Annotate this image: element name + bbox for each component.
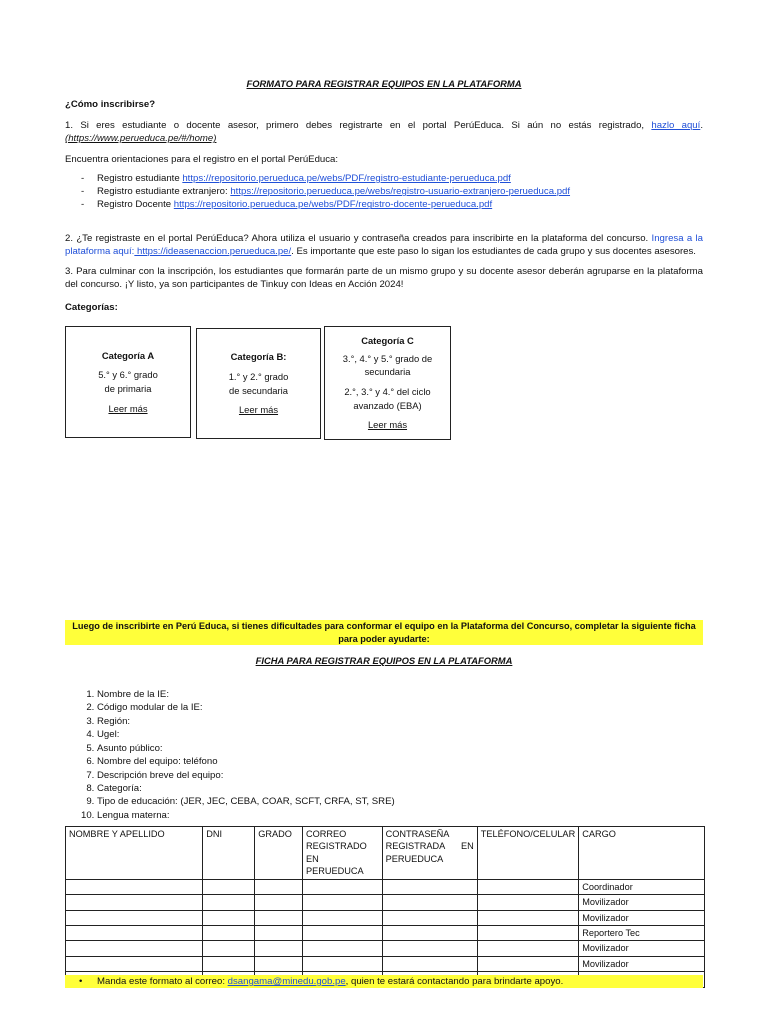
- table-row: [66, 925, 705, 940]
- category-line: de secundaria: [229, 384, 288, 396]
- header-dni: DNI: [203, 827, 255, 880]
- category-line: 3.°, 4.° y 5.° grado de secundaria: [342, 352, 433, 378]
- category-line: 2.°, 3.° y 4.° del ciclo avanzado (EBA): [344, 386, 431, 411]
- cell-phone[interactable]: [477, 941, 578, 956]
- header-password: CONTRASEÑA REGISTRADA EN PERUEDUCA: [382, 827, 477, 880]
- form-fields-list: [65, 688, 735, 822]
- category-line: 5.° y 6.° grado: [98, 369, 158, 381]
- step-1-text: 1. Si eres estudiante o docente asesor, primero debes registrarte en el portal PerúEduca. Si aún no estás registrado,: [65, 120, 652, 131]
- document-title: FORMATO PARA REGISTRAR EQUIPOS EN LA PLATAFORMA: [246, 78, 522, 89]
- form-field: 6. Nombre del equipo: teléfono: [97, 755, 735, 768]
- cell-dni[interactable]: [203, 879, 255, 894]
- contact-email-link[interactable]: dsangama@minedu.gob.pe: [227, 976, 346, 987]
- cell-phone[interactable]: [477, 895, 578, 910]
- cell-grade[interactable]: [255, 956, 303, 971]
- category-c-box: [324, 326, 451, 440]
- table-header-row: [66, 827, 705, 880]
- category-title: Categoría B:: [230, 351, 287, 363]
- cell-phone[interactable]: [477, 956, 578, 971]
- form-field: 10. Lengua materna:: [97, 809, 735, 822]
- cell-role: Reportero Tec: [579, 925, 705, 940]
- cell-name[interactable]: [66, 941, 203, 956]
- step-1-dot: .: [700, 120, 703, 131]
- perueduca-url: (https://www.perueduca.pe/#/home): [65, 133, 217, 145]
- cell-grade[interactable]: [255, 941, 303, 956]
- category-b-box: [196, 328, 321, 439]
- cell-name[interactable]: [66, 925, 203, 940]
- guide-link-teacher[interactable]: https://repositorio.perueduca.pe/webs/PDF/registro-docente-perueduca.pdf: [173, 199, 493, 211]
- table-row: [66, 910, 705, 925]
- cell-dni[interactable]: [203, 941, 255, 956]
- table-row: [66, 879, 705, 894]
- cell-email[interactable]: [302, 879, 382, 894]
- category-title: Categoría A: [101, 349, 155, 361]
- cell-password[interactable]: [382, 956, 477, 971]
- cell-role: Movilizador: [579, 941, 705, 956]
- orientation-text: Encuentra orientaciones para el registro en el portal PerúEduca:: [65, 154, 339, 165]
- header-role: CARGO: [579, 827, 705, 880]
- categories-heading: Categorías:: [65, 302, 118, 313]
- category-line: de primaria: [104, 383, 152, 394]
- guide-item-teacher: [81, 198, 719, 211]
- cell-role: Movilizador: [579, 956, 705, 971]
- guide-label: Registro estudiante: [97, 173, 183, 184]
- cell-phone[interactable]: [477, 879, 578, 894]
- cell-name[interactable]: [66, 956, 203, 971]
- cell-email[interactable]: [302, 956, 382, 971]
- cell-role: Coordinador: [579, 879, 705, 894]
- guide-label: Registro Docente: [97, 199, 174, 211]
- cell-email[interactable]: [302, 941, 382, 956]
- form-field: 8. Categoría:: [97, 782, 735, 795]
- footer-instruction: [65, 975, 703, 988]
- table-row: [66, 895, 705, 910]
- cell-grade[interactable]: [255, 925, 303, 940]
- cell-password[interactable]: [382, 910, 477, 925]
- category-line: 1.° y 2.° grado: [228, 370, 289, 382]
- platform-link[interactable]: https://ideasenaccion.perueduca.pe/: [134, 246, 292, 258]
- cell-name[interactable]: [66, 895, 203, 910]
- read-more-link[interactable]: Leer más: [238, 404, 279, 416]
- cell-role: Movilizador: [579, 895, 705, 910]
- step-2-rest: . Es importante que este paso lo sigan los estudiantes de cada grupo y sus docentes asesores.: [291, 246, 696, 258]
- cell-email[interactable]: [302, 925, 382, 940]
- cell-password[interactable]: [382, 925, 477, 940]
- cell-email[interactable]: [302, 895, 382, 910]
- form-field: 1. Nombre de la IE:: [97, 688, 735, 701]
- team-registration-table: [65, 826, 705, 988]
- header-phone: TELÉFONO/CELULAR: [477, 827, 578, 880]
- form-title: FICHA PARA REGISTRAR EQUIPOS EN LA PLATAFORMA: [255, 655, 513, 666]
- step-3-paragraph: 3. Para culminar con la inscripción, los estudiantes que formarán parte de un mismo grupo y su docente asesor deberán agruparse en la plataforma del concurso. ¡Y listo, ya son participantes de Tinkuy con Ideas en Acción 2024!: [65, 266, 703, 291]
- cell-grade[interactable]: [255, 879, 303, 894]
- guide-item-student: [81, 172, 719, 185]
- cell-password[interactable]: [382, 895, 477, 910]
- guide-link-foreign-student[interactable]: https://repositorio.perueduca.pe/webs/registro-usuario-extranjero-perueduca.pdf: [230, 186, 571, 198]
- help-notice: Luego de inscribirte en Perú Educa, si tienes dificultades para conformar el equipo en la Plataforma del Concurso, completar la siguiente ficha para poder ayudarte:: [65, 620, 703, 645]
- how-heading: ¿Cómo inscribirse?: [65, 99, 156, 110]
- category-title: Categoría C: [361, 335, 414, 347]
- guide-item-foreign-student: [81, 185, 719, 198]
- guide-label: Registro estudiante extranjero:: [97, 186, 231, 198]
- form-field: 5. Asunto público:: [97, 742, 735, 755]
- cell-dni[interactable]: [203, 895, 255, 910]
- cell-dni[interactable]: [203, 925, 255, 940]
- registration-guide-list: [65, 172, 719, 212]
- footer-item: [65, 975, 703, 988]
- form-field: 3. Región:: [97, 715, 735, 728]
- cell-name[interactable]: [66, 910, 203, 925]
- header-name: NOMBRE Y APELLIDO: [66, 827, 203, 880]
- cell-password[interactable]: [382, 941, 477, 956]
- step-2-text: 2. ¿Te registraste en el portal PerúEduca? Ahora utiliza el usuario y contraseña creados para inscribirte en la plataforma del concurso.: [65, 233, 652, 244]
- step-2-paragraph: [65, 232, 703, 258]
- cell-grade[interactable]: [255, 910, 303, 925]
- read-more-link[interactable]: Leer más: [108, 402, 148, 414]
- cell-name[interactable]: [66, 879, 203, 894]
- form-field: 9. Tipo de educación: (JER, JEC, CEBA, COAR, SCFT, CRFA, ST, SRE): [97, 795, 735, 808]
- register-here-link[interactable]: hazlo aquí: [651, 120, 701, 131]
- header-email: CORREO REGISTRADO EN PERUEDUCA: [302, 827, 382, 880]
- read-more-link[interactable]: Leer más: [367, 419, 408, 431]
- form-field: 7. Descripción breve del equipo:: [97, 769, 735, 782]
- guide-link-student[interactable]: https://repositorio.perueduca.pe/webs/PDF/registro-estudiante-perueduca.pdf: [182, 173, 511, 184]
- cell-phone[interactable]: [477, 925, 578, 940]
- form-field: 2. Código modular de la IE:: [97, 701, 735, 714]
- category-a-box: [65, 326, 191, 438]
- cell-email[interactable]: [302, 910, 382, 925]
- form-field: 4. Ugel:: [97, 728, 735, 741]
- cell-dni[interactable]: [203, 910, 255, 925]
- cell-dni[interactable]: [203, 956, 255, 971]
- footer-text: Manda este formato al correo:: [97, 976, 228, 987]
- cell-phone[interactable]: [477, 910, 578, 925]
- header-grade: GRADO: [255, 827, 303, 880]
- table-row: [66, 941, 705, 956]
- footer-text-after: , quien te estará contactando para brindarte apoyo.: [345, 976, 564, 987]
- cell-grade[interactable]: [255, 895, 303, 910]
- cell-role: Movilizador: [579, 910, 705, 925]
- step-1-paragraph: [65, 119, 703, 145]
- step-2-blue-text: Ingresa a la plataforma aquí:: [65, 233, 703, 258]
- cell-password[interactable]: [382, 879, 477, 894]
- table-row: [66, 956, 705, 971]
